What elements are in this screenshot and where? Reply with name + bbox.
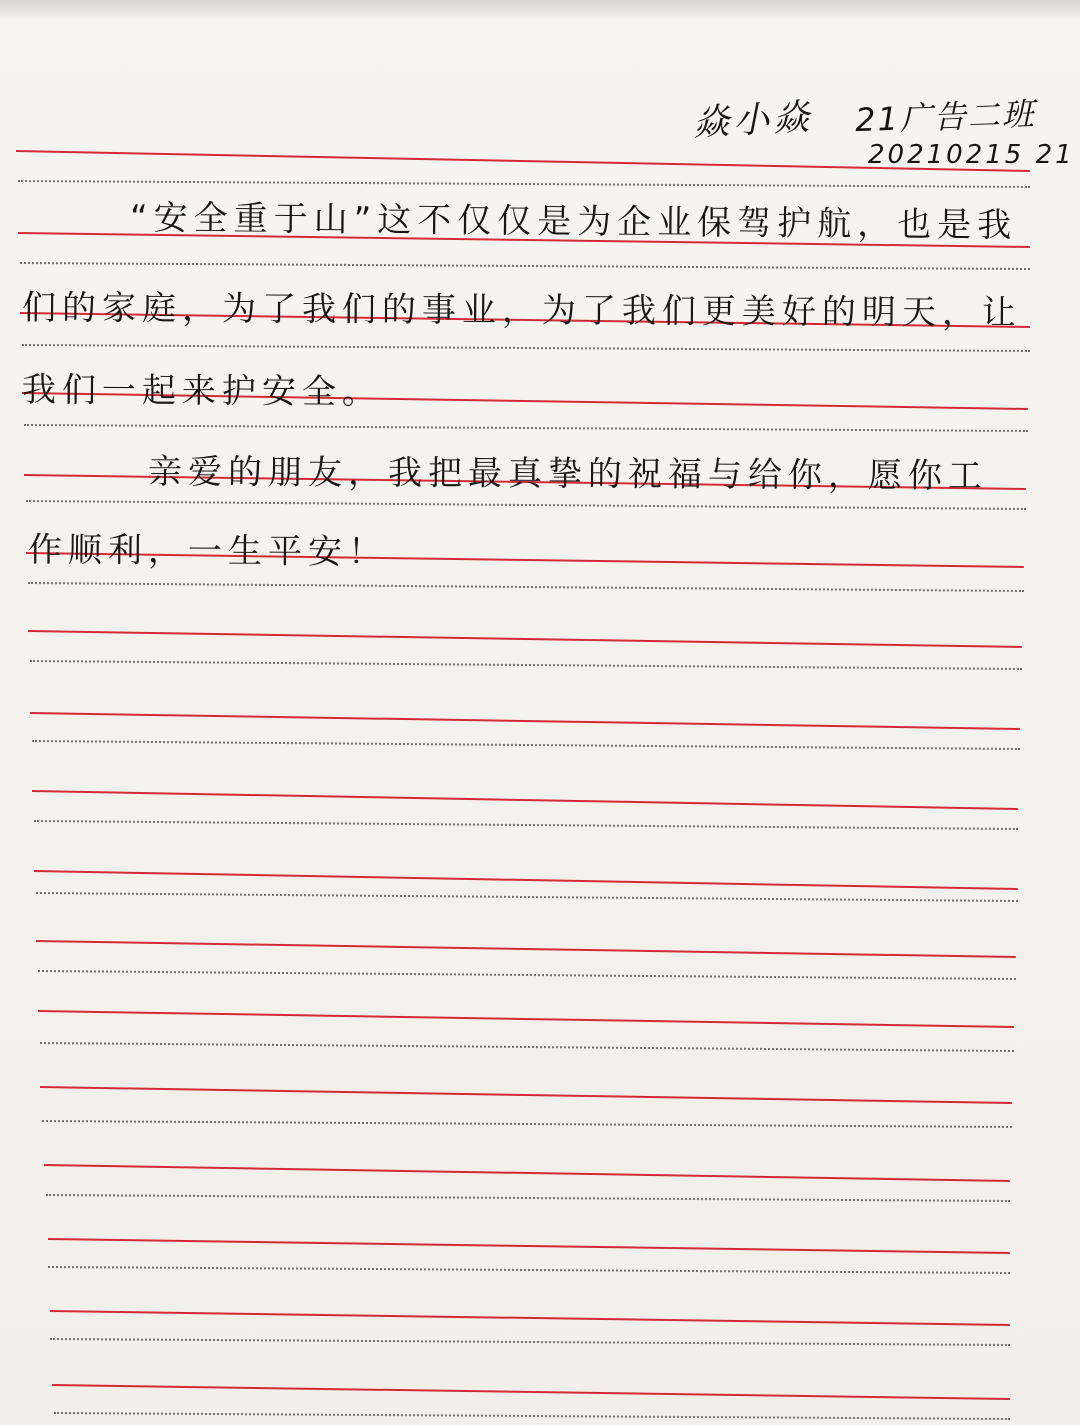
handwritten-line-5: 作顺利，一生平安！ bbox=[27, 530, 389, 573]
dotted-guide-line bbox=[36, 892, 1018, 902]
dotted-guide-line bbox=[30, 660, 1022, 670]
dotted-guide-line bbox=[46, 1194, 1010, 1202]
dotted-guide-line bbox=[42, 1120, 1012, 1128]
dotted-guide-line bbox=[20, 262, 1030, 270]
author-class: 21广告二班 bbox=[854, 94, 1037, 140]
page-shadow-edge bbox=[0, 0, 1080, 22]
author-date: 20210215 21 bbox=[868, 140, 1075, 170]
red-rule-line bbox=[38, 1010, 1014, 1028]
red-rule-line bbox=[32, 790, 1018, 810]
dotted-guide-line bbox=[32, 740, 1020, 750]
dotted-guide-line bbox=[22, 344, 1030, 352]
dotted-guide-line bbox=[18, 180, 1030, 188]
red-rule-line bbox=[30, 712, 1020, 730]
dotted-guide-line bbox=[28, 582, 1024, 592]
handwritten-line-3: 我们一起来护安全。 bbox=[21, 370, 383, 413]
dotted-guide-line bbox=[50, 1338, 1010, 1346]
red-rule-line bbox=[40, 1086, 1012, 1104]
dotted-guide-line bbox=[24, 424, 1028, 432]
handwritten-line-1: “安全重于山”这不仅仅是为企业保驾护航，也是我 bbox=[129, 198, 1018, 246]
author-name: 焱小焱 bbox=[692, 96, 815, 145]
dotted-guide-line bbox=[54, 1412, 1010, 1420]
handwritten-line-4: 亲爱的朋友，我把最真挚的祝福与给你，愿你工 bbox=[147, 452, 989, 497]
dotted-guide-line bbox=[38, 970, 1016, 980]
red-rule-line bbox=[28, 630, 1022, 648]
red-rule-line bbox=[52, 1384, 1010, 1400]
dotted-guide-line bbox=[48, 1266, 1010, 1274]
red-rule-line bbox=[36, 940, 1016, 958]
red-rule-line bbox=[50, 1310, 1010, 1326]
dotted-guide-line bbox=[26, 500, 1026, 510]
dotted-guide-line bbox=[40, 1042, 1014, 1052]
red-rule-line bbox=[44, 1164, 1010, 1182]
dotted-guide-line bbox=[34, 820, 1018, 830]
red-rule-line bbox=[34, 870, 1018, 890]
handwritten-line-2: 们的家庭，为了我们的事业，为了我们更美好的明天，让 bbox=[21, 288, 1023, 334]
red-rule-line bbox=[48, 1238, 1010, 1254]
